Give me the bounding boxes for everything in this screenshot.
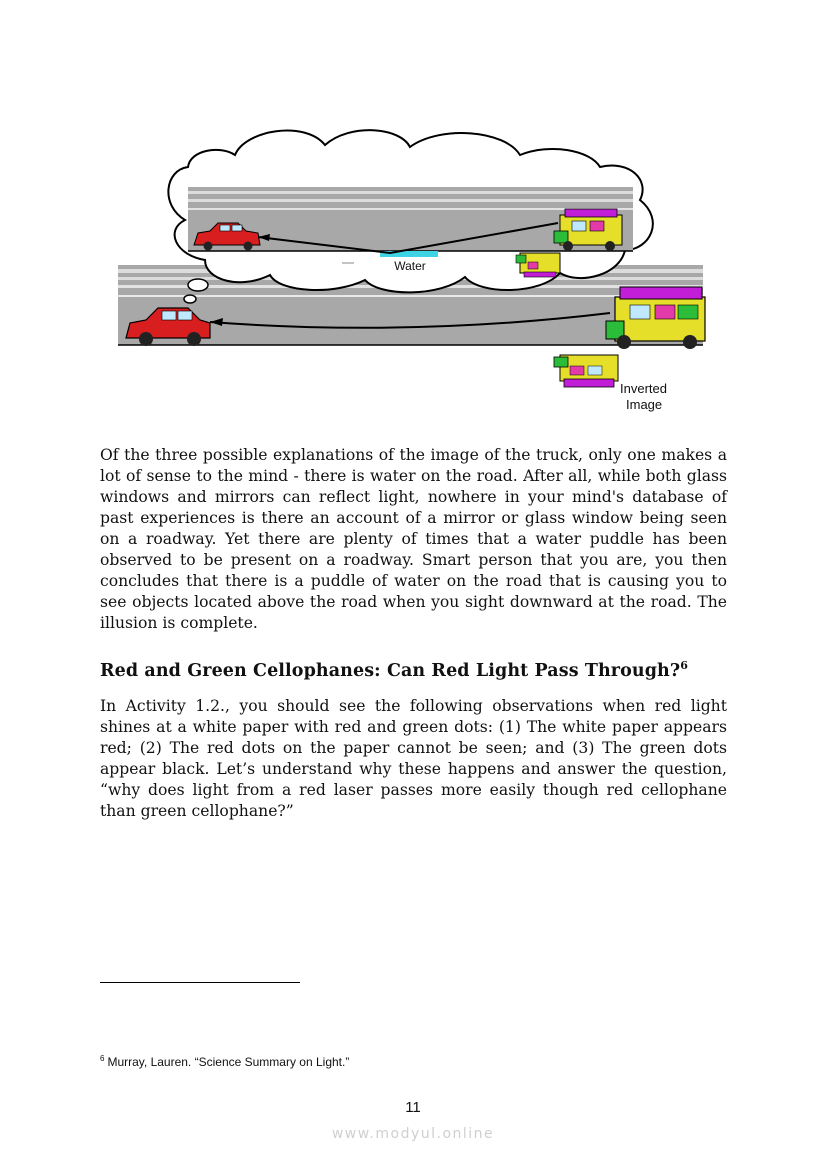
- footnote-text: Murray, Lauren. “Science Summary on Light.”: [107, 1055, 350, 1069]
- section-heading-text: Red and Green Cellophanes: Can Red Light Pass Through?: [100, 661, 681, 681]
- footnote-number: 6: [100, 1054, 105, 1063]
- footnote: [100, 1054, 349, 1069]
- body-paragraph-2: In Activity 1.2., you should see the following observations when red light shines at a white paper with red and green dots: (1) The white paper appears red; (2) The red dots on the paper cannot be seen; and (3) The green dots appear black. Let’s understand why these happens and answer the question, “why does light from a red laser passes more easily though red cellophane than green cellophane?”: [100, 697, 727, 820]
- section-heading: [100, 659, 740, 681]
- heading-footnote-ref[interactable]: 6: [680, 659, 688, 672]
- small-inverted-truck: [516, 253, 560, 277]
- footnote-divider: [100, 982, 300, 983]
- body-paragraph-1: Of the three possible explanations of the image of the truck, only one makes a lot of sense to the mind - there is water on the road. After all, while both glass windows and mirrors can reflect light, nowhere in your mind's database of past experiences is there an account of a mirror or glass window being seen on a roadway. Yet there are plenty of times that a water puddle has been observed to be present on a roadway. Smart person that you are, you then concludes that there is a puddle of water on the road that is causing you to see objects located above the road when you sight downward at the road. The illusion is complete.: [100, 446, 727, 632]
- page-number: 11: [405, 1099, 421, 1116]
- inverted-truck-image: [554, 355, 618, 387]
- mirage-illustration: [110, 125, 710, 415]
- small-truck: [554, 209, 622, 251]
- water-label: Water: [394, 259, 426, 273]
- watermark: www.modyul.online: [331, 1126, 495, 1142]
- big-truck: [606, 287, 705, 349]
- inverted-label: Inverted: [620, 381, 667, 396]
- image-label: Image: [626, 397, 663, 412]
